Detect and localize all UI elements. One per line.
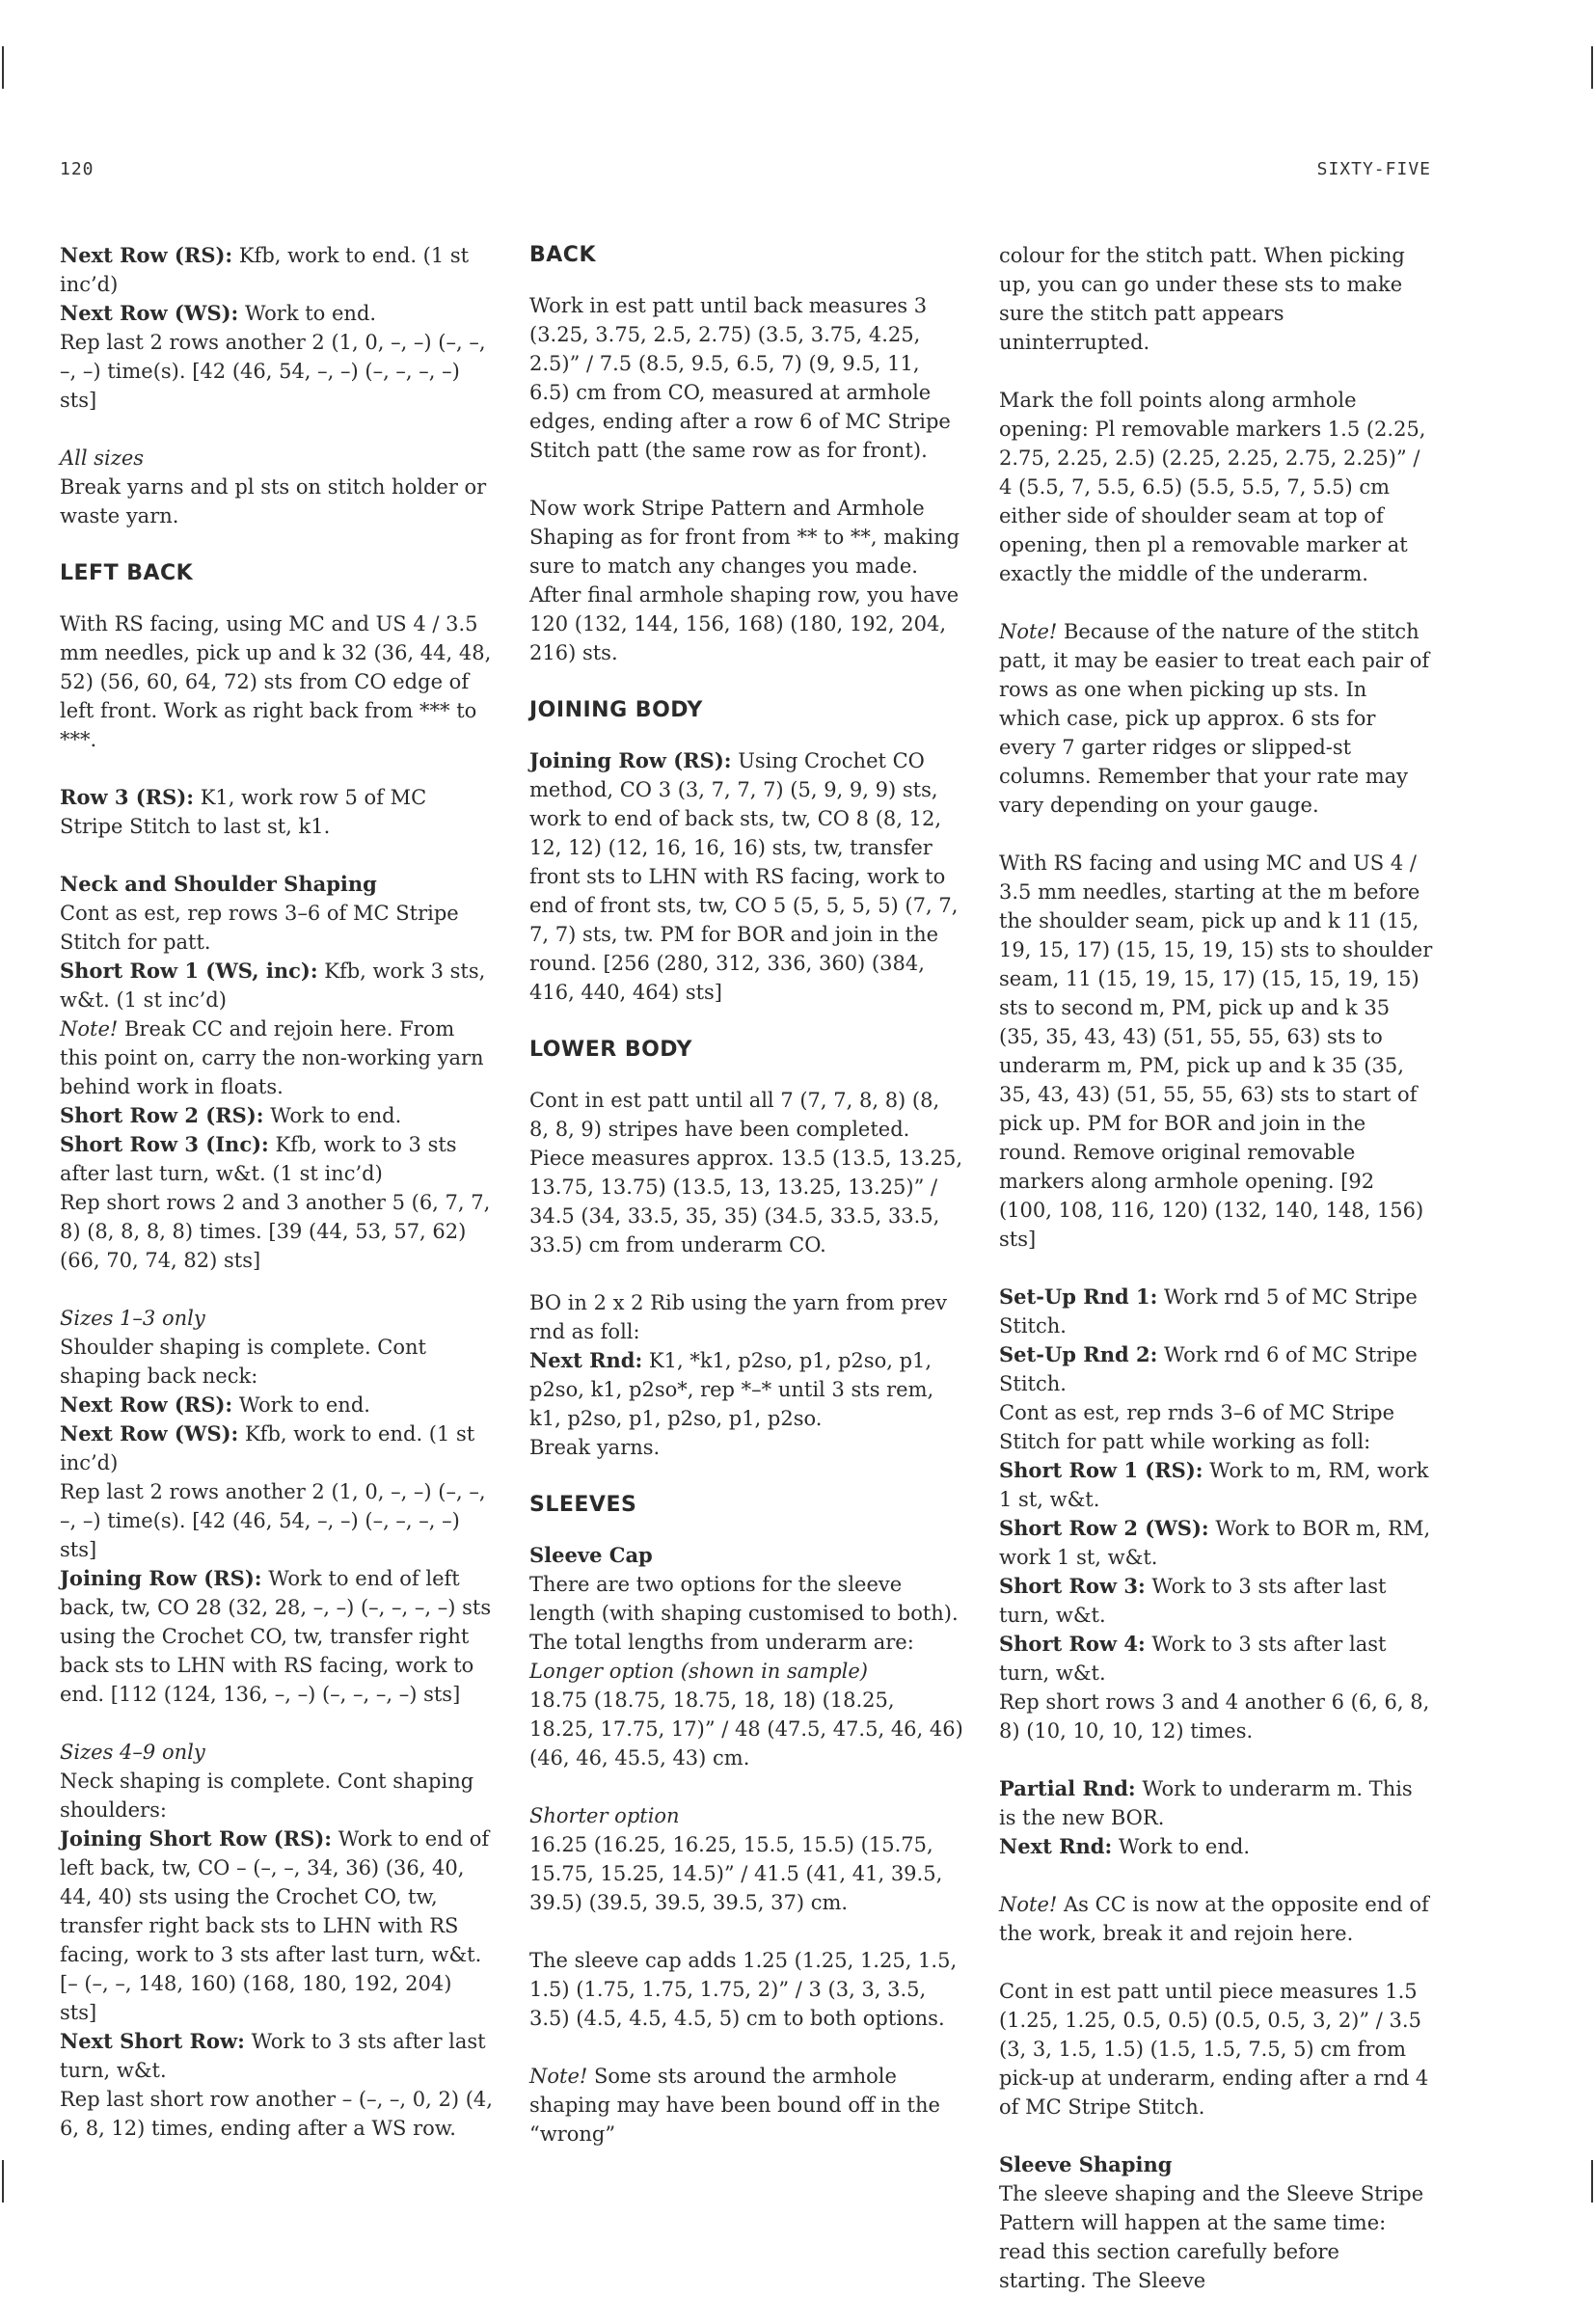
instruction-text: Work to 3 sts after last turn, w&t.: [999, 1575, 1387, 1627]
text-line: [60, 1564, 494, 1709]
instruction-text: BO in 2 x 2 Rib using the yarn from prev rnd as foll:: [529, 1291, 948, 1343]
text-line: [999, 849, 1433, 1254]
bold-label: Next Row (RS):: [60, 243, 233, 267]
text-line: [999, 1977, 1433, 2121]
bold-label: Next Rnd:: [529, 1348, 643, 1372]
paragraph: [60, 899, 494, 1275]
text-line: [529, 1346, 963, 1433]
text-line: [529, 1830, 963, 1917]
instruction-text: Now work Stripe Pattern and Armhole Shaping as for front from ** to **, making sure to match any changes you made. After final armhole shaping row, you have 120 (132, 144, 156, 168) (180, 192, 204, 216) sts.: [529, 497, 960, 664]
bold-label: Partial Rnd:: [999, 1776, 1136, 1800]
instruction-text: 18.75 (18.75, 18.75, 18, 18) (18.25, 18.25, 17.75, 17)” / 48 (47.5, 47.5, 46, 46) (46, 46, 45.5, 43) cm.: [529, 1689, 963, 1770]
bold-label: Short Row 2 (RS):: [60, 1103, 264, 1127]
paragraph: [999, 1977, 1433, 2121]
running-header-title: SIXTY-FIVE: [1316, 159, 1431, 179]
text-line: [529, 1801, 963, 1830]
instruction-text: Work to end of left back, tw, CO – (–, –, 34, 36) (36, 40, 44, 40) sts using the Crochet CO, tw, transfer right back sts to LHN with RS facing, work to 3 sts after last turn, w&t. [– (–, –, 148, 160) (168, 180, 192, 204) sts]: [60, 1827, 490, 2024]
bold-label: Short Row 4:: [999, 1632, 1146, 1656]
bold-label: Short Row 2 (WS):: [999, 1516, 1209, 1540]
instruction-text: The sleeve cap adds 1.25 (1.25, 1.25, 1.5, 1.5) (1.75, 1.75, 1.75, 2)” / 3 (3, 3, 3.5, 3.5) (4.5, 4.5, 4.5, 5) cm to both options.: [529, 1949, 958, 2030]
italic-label: Note!: [60, 1017, 119, 1040]
text-line: [60, 1419, 494, 1477]
text-line: [60, 1188, 494, 1275]
text-column-right: [999, 241, 1433, 2324]
instruction-text: Work to end.: [263, 1104, 402, 1127]
text-line: [529, 1657, 963, 1686]
text-line: [999, 386, 1433, 588]
text-line: [999, 2179, 1433, 2295]
paragraph: [999, 2150, 1433, 2295]
bold-label: Next Row (WS):: [60, 1421, 239, 1446]
text-line: [60, 1477, 494, 1564]
italic-label: Sizes 1–3 only: [60, 1307, 205, 1330]
paragraph: [999, 386, 1433, 588]
instruction-text: Mark the foll points along armhole opening: Pl removable markers 1.5 (2.25, 2.75, 2.25, 2.5) (2.25, 2.25, 2.75, 2.25)” / 4 (5.5, 7, 5.5, 6.5) (5.5, 5.5, 7, 5.5) cm either side of shoulder seam at top of opening, then pl a removable marker at exactly the middle of the underarm.: [999, 389, 1426, 585]
instruction-text: Break CC and rejoin here. From this point on, carry the non-working yarn behind work in floats.: [60, 1017, 484, 1098]
paragraph: [999, 1774, 1433, 1861]
bold-label: Short Row 1 (RS):: [999, 1458, 1203, 1482]
text-line: [60, 1130, 494, 1188]
italic-label: Note!: [529, 2065, 588, 2088]
text-line: [999, 1688, 1433, 1745]
text-line: [999, 1630, 1433, 1688]
instruction-text: As CC is now at the opposite end of the work, break it and rejoin here.: [999, 1893, 1429, 1945]
bold-label: Row 3 (RS):: [60, 785, 195, 809]
paragraph: [999, 1890, 1433, 1948]
text-line: [999, 1456, 1433, 1514]
italic-label: Shorter option: [529, 1804, 680, 1827]
text-line: [60, 1767, 494, 1824]
instruction-text: Work in est patt until back measures 3 (3.25, 3.75, 2.5, 2.75) (3.5, 3.75, 4.25, 2.5)” / 7.5 (8.5, 9.5, 6.5, 7) (9, 9.5, 11, 6.5) cm from CO, measured at armhole edges, ending after a row 6 of MC Stripe Stitch patt (the same row as for front).: [529, 294, 951, 462]
text-column-left: [60, 241, 494, 2172]
subsection-heading: Neck and Shoulder Shaping: [60, 872, 377, 896]
instruction-text: Rep short rows 3 and 4 another 6 (6, 6, 8, 8) (10, 10, 10, 12) times.: [999, 1690, 1430, 1743]
bold-label: Sleeve Cap: [529, 1543, 653, 1567]
text-line: [999, 1398, 1433, 1456]
paragraph: [529, 291, 963, 465]
text-line: [529, 746, 963, 1007]
instruction-text: With RS facing, using MC and US 4 / 3.5 mm needles, pick up and k 32 (36, 44, 48, 52) (56, 60, 64, 72) sts from CO edge of left front. Work as right back from *** to ***.: [60, 612, 492, 751]
instruction-text: Rep last 2 rows another 2 (1, 0, –, –) (–, –, –, –) time(s). [42 (46, 54, –, –) (–, –, –, –) sts]: [60, 1480, 486, 1561]
bold-label: Short Row 1 (WS, inc):: [60, 959, 318, 983]
paragraph: [529, 746, 963, 1007]
text-line: [529, 1946, 963, 2033]
text-line: [529, 1433, 963, 1462]
paragraph: [529, 1541, 963, 1772]
instruction-text: Kfb, work to 3 sts after last turn, w&t. (1 st inc’d): [60, 1133, 457, 1185]
instruction-text: Kfb, work to end. (1 st inc’d): [60, 1422, 475, 1474]
text-line: [60, 2085, 494, 2143]
paragraph: [529, 494, 963, 667]
text-line: [999, 1774, 1433, 1832]
paragraph: [999, 241, 1433, 357]
text-line: [60, 473, 494, 530]
instruction-text: Kfb, work to end. (1 st inc’d): [60, 244, 470, 296]
instruction-text: Break yarns and pl sts on stitch holder or waste yarn.: [60, 475, 487, 527]
section-heading: SLEEVES: [529, 1493, 637, 1517]
instruction-text: 16.25 (16.25, 16.25, 15.5, 15.5) (15.75, 15.75, 15.25, 14.5)” / 41.5 (41, 41, 39.5, 39.5) (39.5, 39.5, 39.5, 37) cm.: [529, 1833, 943, 1914]
section-heading: LOWER BODY: [529, 1038, 692, 1062]
text-line: [60, 1391, 494, 1419]
crop-mark: [1591, 2160, 1593, 2202]
text-line: [529, 1570, 963, 1657]
text-line: [60, 444, 494, 473]
instruction-text: Using Crochet CO method, CO 3 (3, 7, 7, 7) (5, 9, 9, 9) sts, work to end of back sts, tw, CO 8 (8, 12, 12, 12) (12, 16, 16, 16) sts, tw, transfer front sts to LHN with RS facing, work to end of front sts, tw, CO 5 (5, 5, 5, 5) (7, 7, 7, 7) sts, tw. PM for BOR and join in the round. [256 (280, 312, 336, 360) (384, 416, 440, 464) sts]: [529, 749, 959, 1004]
bold-label: Next Row (RS):: [60, 1392, 233, 1417]
text-line: [60, 328, 494, 415]
instruction-text: K1, *k1, p2so, p1, p2so, p1, p2so, k1, p2so*, rep *–* until 3 sts rem, k1, p2so, p1, p2so, p1, p2so.: [529, 1349, 934, 1430]
paragraph: [999, 617, 1433, 820]
instruction-text: Work rnd 6 of MC Stripe Stitch.: [999, 1343, 1418, 1395]
instruction-text: Work to end.: [232, 1393, 370, 1417]
section-heading: BACK: [529, 243, 596, 267]
instruction-text: Rep last short row another – (–, –, 0, 2) (4, 6, 8, 12) times, ending after a WS row.: [60, 2088, 493, 2140]
text-line: [529, 2062, 963, 2148]
instruction-text: Work to end of left back, tw, CO 28 (32, 28, –, –) (–, –, –, –) sts using the Crochet CO, tw, transfer right back sts to LHN with RS facing, work to end. [112 (124, 136, –, –) (–, –, –, –) sts]: [60, 1567, 492, 1706]
text-line: [60, 1304, 494, 1333]
paragraph: [60, 1304, 494, 1709]
section-heading: LEFT BACK: [60, 561, 194, 585]
text-line: [60, 957, 494, 1014]
instruction-text: colour for the stitch patt. When picking up, you can go under these sts to make sure the stitch patt appears uninterrupted.: [999, 244, 1405, 354]
text-line: [60, 1738, 494, 1767]
paragraph: [60, 783, 494, 841]
instruction-text: The sleeve shaping and the Sleeve Stripe Pattern will happen at the same time: read this section carefully before starting. The Sleeve: [999, 2182, 1424, 2292]
text-line: [999, 2150, 1433, 2179]
crop-mark: [2, 46, 4, 89]
text-line: [60, 1333, 494, 1391]
bold-label: Next Short Row:: [60, 2029, 245, 2053]
paragraph: [60, 1738, 494, 2143]
text-line: [60, 2027, 494, 2085]
paragraph: [529, 1946, 963, 2033]
bold-label: Set-Up Rnd 1:: [999, 1284, 1158, 1309]
bold-label: Joining Row (RS):: [60, 1566, 262, 1590]
bold-label: Joining Row (RS):: [529, 748, 732, 772]
text-line: [529, 494, 963, 667]
instruction-text: There are two options for the sleeve length (with shaping customised to both). The total lengths from underarm are:: [529, 1573, 959, 1654]
text-line: [60, 1824, 494, 2027]
paragraph: [529, 2062, 963, 2148]
instruction-text: Cont in est patt until all 7 (7, 7, 8, 8) (8, 8, 8, 9) stripes have been completed. Piece measures approx. 13.5 (13.5, 13.25, 13.75, 13.75) (13.5, 13, 13.25, 13.25)” / 34.5 (34, 33.5, 35, 35) (34.5, 33.5, 33.5, 33.5) cm from underarm CO.: [529, 1089, 963, 1257]
bold-label: Sleeve Shaping: [999, 2152, 1173, 2176]
instruction-text: Kfb, work 3 sts, w&t. (1 st inc’d): [60, 959, 486, 1012]
paragraph: [60, 241, 494, 415]
paragraph: [60, 609, 494, 754]
text-line: [60, 299, 494, 328]
instruction-text: Work to BOR m, RM, work 1 st, w&t.: [999, 1517, 1431, 1569]
text-line: [529, 1541, 963, 1570]
instruction-text: Cont as est, rep rnds 3–6 of MC Stripe Stitch for patt while working as foll:: [999, 1401, 1395, 1453]
text-line: [529, 1086, 963, 1259]
instruction-text: Work to end.: [1112, 1835, 1250, 1858]
instruction-text: Rep short rows 2 and 3 another 5 (6, 7, 7, 8) (8, 8, 8, 8) times. [39 (44, 53, 57, 62) (66, 70, 74, 82) sts]: [60, 1191, 491, 1272]
instruction-text: Cont in est patt until piece measures 1.5 (1.25, 1.25, 0.5, 0.5) (0.5, 0.5, 3, 2)” / 3.5 (3, 3, 1.5, 1.5) (1.5, 1.5, 7.5, 5) cm from pick-up at underarm, ending after a rnd 4 of MC Stripe Stitch.: [999, 1980, 1429, 2119]
crop-mark: [1591, 46, 1593, 89]
text-line: [999, 1340, 1433, 1398]
text-column-middle: [529, 241, 963, 2177]
paragraph: [529, 1288, 963, 1462]
instruction-text: Shoulder shaping is complete. Cont shaping back neck:: [60, 1336, 426, 1388]
text-line: [529, 1288, 963, 1346]
instruction-text: Work to underarm m. This is the new BOR.: [999, 1777, 1413, 1829]
text-line: [999, 241, 1433, 357]
bold-label: Joining Short Row (RS):: [60, 1826, 333, 1851]
text-line: [999, 1283, 1433, 1340]
crop-mark: [2, 2160, 4, 2202]
text-line: [999, 617, 1433, 820]
text-line: [60, 241, 494, 299]
italic-label: Note!: [999, 620, 1058, 643]
text-line: [999, 1832, 1433, 1861]
bold-label: Next Row (WS):: [60, 301, 239, 325]
text-line: [60, 899, 494, 957]
text-line: [60, 609, 494, 754]
instruction-text: Neck shaping is complete. Cont shaping shoulders:: [60, 1770, 474, 1822]
instruction-text: K1, work row 5 of MC Stripe Stitch to last st, k1.: [60, 786, 427, 838]
bold-label: Next Rnd:: [999, 1834, 1113, 1858]
instruction-text: Work to m, RM, work 1 st, w&t.: [999, 1459, 1429, 1511]
instruction-text: Because of the nature of the stitch patt, it may be easier to treat each pair of rows as one when picking up sts. In which case, pick up approx. 6 sts for every 7 garter ridges or slipped-st columns. Remember that your rate may vary depending on your gauge.: [999, 620, 1430, 817]
italic-label: Note!: [999, 1893, 1058, 1916]
page-number: 120: [60, 159, 95, 179]
text-line: [529, 291, 963, 465]
italic-label: Longer option (shown in sample): [529, 1660, 869, 1683]
bold-label: Set-Up Rnd 2:: [999, 1342, 1158, 1366]
text-line: [999, 1514, 1433, 1572]
text-line: [529, 1686, 963, 1772]
instruction-text: Some sts around the armhole shaping may have been bound off in the “wrong”: [529, 2065, 940, 2146]
instruction-text: Cont as est, rep rows 3–6 of MC Stripe Stitch for patt.: [60, 902, 459, 954]
paragraph: [60, 444, 494, 530]
instruction-text: Work to end.: [238, 302, 377, 325]
instruction-text: Work rnd 5 of MC Stripe Stitch.: [999, 1285, 1418, 1338]
text-line: [999, 1890, 1433, 1948]
paragraph: [529, 1801, 963, 1917]
instruction-text: Break yarns.: [529, 1436, 661, 1459]
text-line: [60, 1014, 494, 1101]
paragraph: [999, 1283, 1433, 1745]
italic-label: All sizes: [60, 446, 145, 470]
paragraph: [999, 849, 1433, 1254]
text-line: [60, 1101, 494, 1130]
instruction-text: Rep last 2 rows another 2 (1, 0, –, –) (–, –, –, –) time(s). [42 (46, 54, –, –) (–, –, –, –) sts]: [60, 331, 486, 412]
italic-label: Sizes 4–9 only: [60, 1741, 205, 1764]
bold-label: Short Row 3 (Inc):: [60, 1132, 269, 1156]
instruction-text: Work to 3 sts after last turn, w&t.: [60, 2030, 486, 2082]
text-line: [60, 783, 494, 841]
text-line: [999, 1572, 1433, 1630]
paragraph: [529, 1086, 963, 1259]
instruction-text: With RS facing and using MC and US 4 / 3.5 mm needles, starting at the m before the shoulder seam, pick up and k 11 (15, 19, 15, 17) (15, 15, 19, 15) sts to shoulder seam, 11 (15, 19, 15, 17) (15, 15, 19, 15) sts to second m, PM, pick up and k 35 (35, 35, 43, 43) (51, 55, 55, 63) sts to underarm m, PM, pick up and k 35 (35, 35, 43, 43) (51, 55, 55, 63) sts to start of pick up. PM for BOR and join in the round. Remove original removable markers along armhole opening. [92 (100, 108, 116, 120) (132, 140, 148, 156) sts]: [999, 851, 1433, 1251]
instruction-text: Work to 3 sts after last turn, w&t.: [999, 1633, 1387, 1685]
bold-label: Short Row 3:: [999, 1574, 1146, 1598]
section-heading: JOINING BODY: [529, 698, 703, 722]
